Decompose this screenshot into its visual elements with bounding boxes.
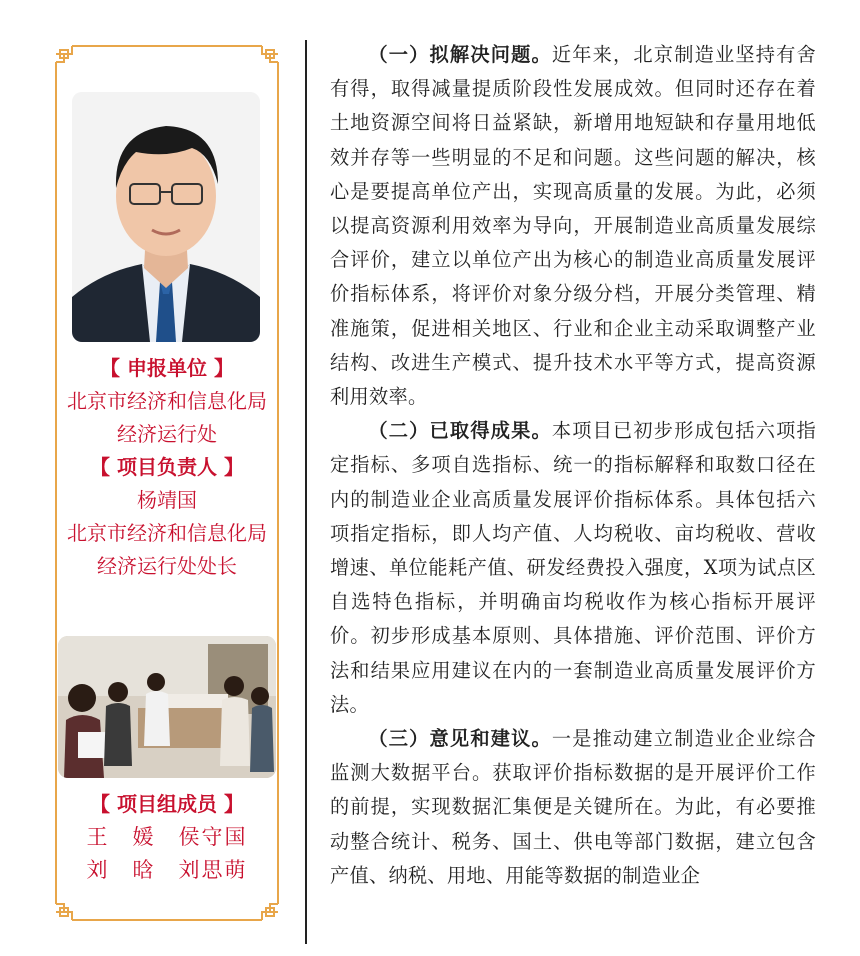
paragraph-suggestions-text: 一是推动建立制造业企业综合监测大数据平台。获取评价指标数据的是开展评价工作的前提，实现数据汇集便是关键所在。为此，有必要推动整合统计、税务、国土、供电等部门数据，建立包含产值、纳税、用地、用能等数据的制造业企 [330,727,816,887]
team-group-photo [58,636,276,778]
paragraph-problem [330,38,816,414]
leader-name: 杨靖国 [137,488,197,512]
paragraph-results [330,414,816,722]
leader-heading: 【 项目负责人 】 [90,455,244,479]
sidebar-info [50,352,284,583]
paragraph-problem-text: 近年来，北京制造业坚持有舍有得，取得减量提质阶段性发展成效。但同时还存在着土地资源空间将日益紧缺，新增用地短缺和存量用地低效并存等一些明显的不足和问题。这些问题的解决，核心是要提高单位产出，实现高质量的发展。为此，必须以提高资源利用效率为导向，开展制造业高质量发展综合评价，建立以单位产出为核心的制造业高质量发展评价指标体系，将评价对象分级分档，开展分类管理、精准施策，促进相关地区、行业和企业主动采取调整产业结构、改进生产模式、提升技术水平等方式，提高资源利用效率。 [330,43,816,409]
unit-name-line-2: 经济运行处 [117,422,217,446]
leader-org: 北京市经济和信息化局 [67,521,267,545]
members-heading: 【 项目组成员 】 [90,792,244,816]
unit-name-line-1: 北京市经济和信息化局 [67,389,267,413]
members-row-1: 王 媛 侯守国 [86,825,248,849]
paragraph-suggestions [330,722,816,893]
unit-heading: 【 申报单位 】 [100,356,234,380]
members-list [50,821,284,887]
sidebar-members [50,788,284,887]
paragraph-problem-lead: （一）拟解决问题。 [368,43,552,66]
members-row-2: 刘 晗 刘思萌 [86,858,248,882]
paragraph-suggestions-lead: （三）意见和建议。 [368,727,552,751]
article-body [330,38,816,893]
paragraph-results-lead: （二）已取得成果。 [368,419,552,443]
paragraph-results-text: 本项目已初步形成包括六项指定指标、多项自选指标、统一的指标解释和取数口径在内的制造业企业高质量发展评价指标体系。具体包括六项指定指标，即人均产值、人均税收、亩均税收、营收增速、单位能耗产值、研发经费投入强度，X项为试点区自选特色指标，并明确亩均税收作为核心指标开展评价。初步形成基本原则、具体措施、评价范围、评价方法和结果应用建议在内的一套制造业高质量发展评价方法。 [330,419,816,716]
column-divider [305,40,307,944]
leader-portrait-photo [72,92,260,342]
leader-title: 经济运行处处长 [97,554,237,578]
